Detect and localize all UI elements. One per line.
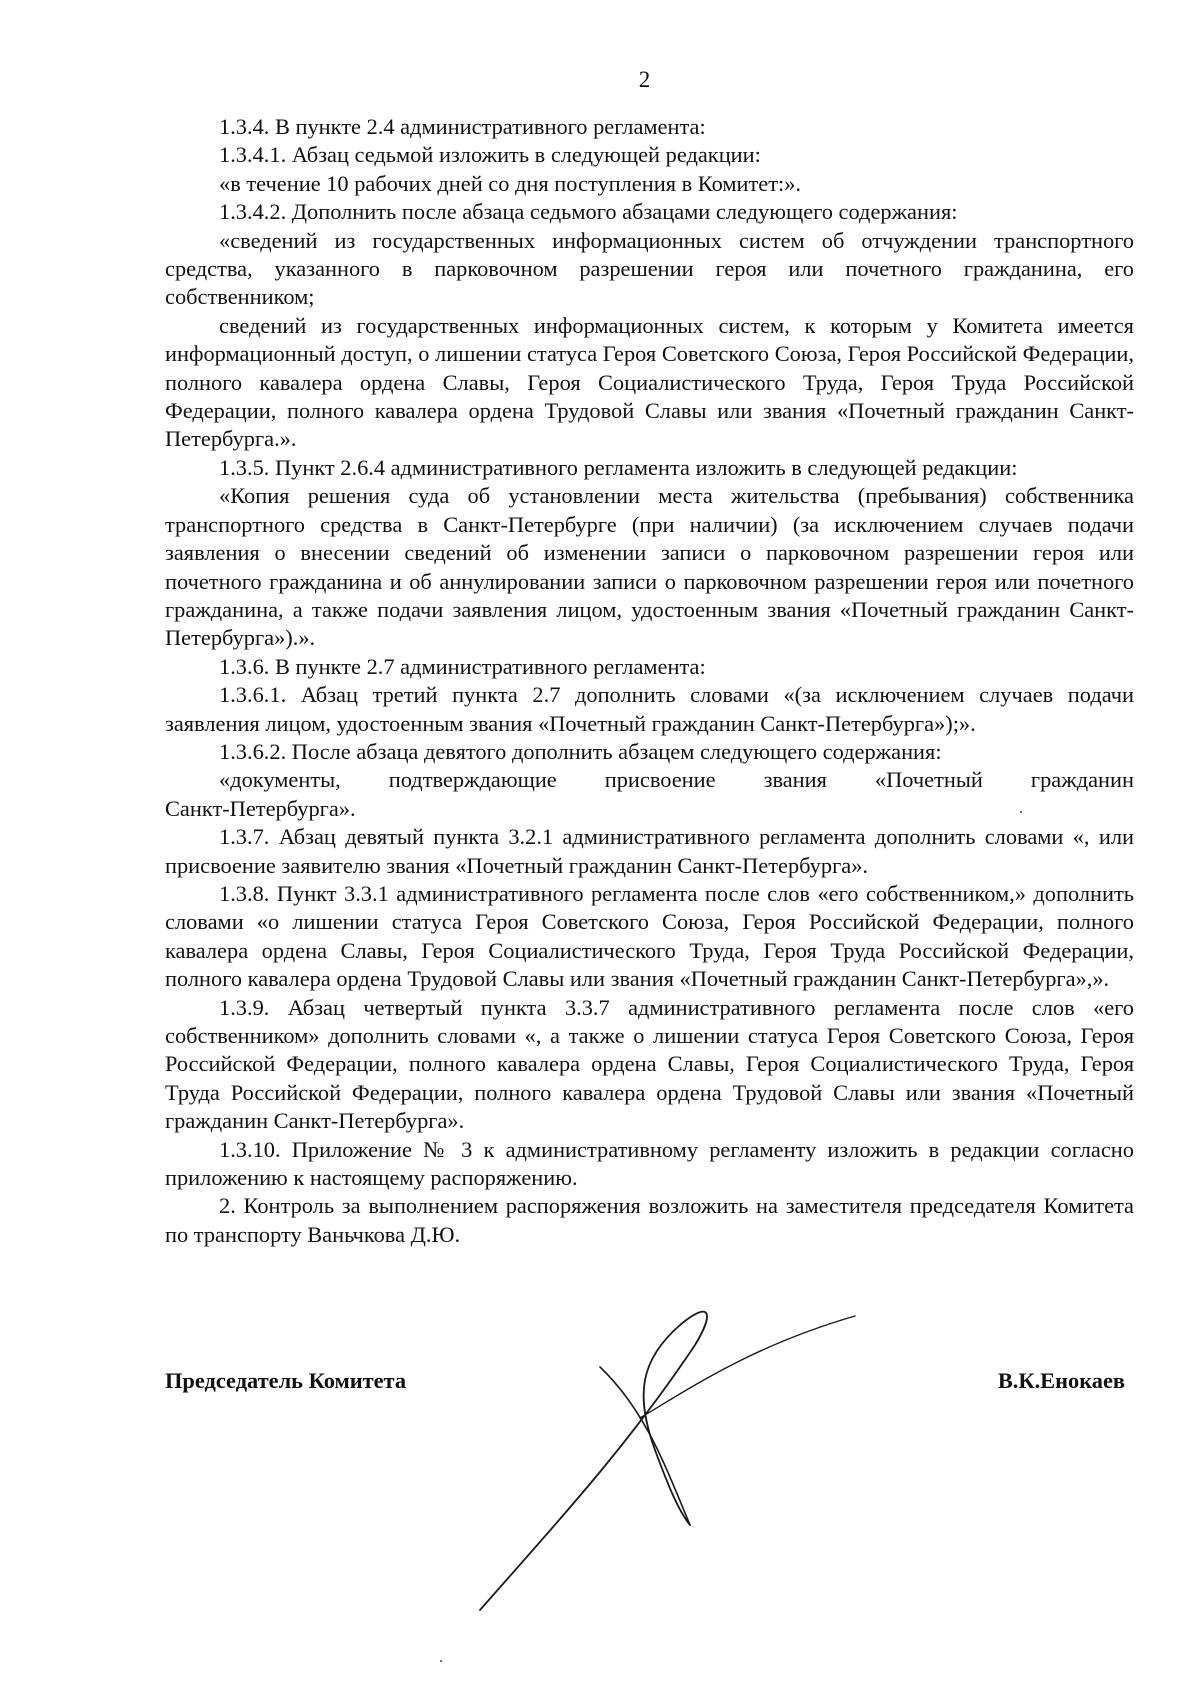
handwritten-signature [440,1300,870,1630]
paragraph-quote-documents-end: Санкт-Петербурга». [165,795,356,821]
scan-speck [440,1660,442,1662]
paragraph-2-control: 2. Контроль за выполнением распоряжения возложить на заместителя председателя Комитета по транспорту Ваньчкова Д.Ю. [165,1193,1134,1247]
paragraph-1-3-5: 1.3.5. Пункт 2.6.4 административного регламента изложить в следующей редакции: [219,454,1018,480]
signer-name: В.К.Енокаев [997,1368,1125,1393]
paragraph-quote-documents: «документы, подтверждающие присвоение звания «Почетный гражданин [219,767,1134,793]
signer-position: Председатель Комитета [165,1368,407,1393]
paragraph-1-3-6: 1.3.6. В пункте 2.7 административного регламента: [219,653,706,679]
scan-speck [1020,811,1022,813]
paragraph-1-3-6-1: 1.3.6.1. Абзац третий пункта 2.7 дополнить словами «(за исключением случаев подачи заявления лицом, удостоенным звания «Почетный гражданин Санкт-Петербурга»);». [165,682,1134,736]
paragraph-1-3-8: 1.3.8. Пункт 3.3.1 административного регламента после слов «его собственником,» дополнить словами «о лишении статуса Героя Советского Союза, Героя Российской Федерации, полного кавалера ордена Славы, Героя Социалистического Труда, Героя Труда Российской Федерации, полного кавалера ордена Трудовой Славы или звания «Почетный гражданин Санкт-Петербурга»,». [165,880,1134,992]
paragraph-1-3-9: 1.3.9. Абзац четвертый пункта 3.3.7 административного регламента после слов «его собственником» дополнить словами «, а также о лишении статуса Героя Советского Союза, Героя Российской Федерации, полного кавалера ордена Славы, Героя Социалистического Труда, Героя Труда Российской Федерации, полного кавалера ордена Трудовой Славы или звания «Почетный гражданин Санкт-Петербурга». [165,994,1134,1134]
paragraph-1-3-4: 1.3.4. В пункте 2.4 административного регламента: [219,114,706,139]
signature-stroke-main [480,1312,707,1610]
paragraph-1-3-4-2: 1.3.4.2. Дополнить после абзаца седьмого абзацами следующего содержания: [219,199,958,225]
paragraph-quote-alienation: «сведений из государственных информационных систем об отчуждении транспортного средства, указанного в парковочном разрешении героя или почетного гражданина, его собственником; [165,227,1134,310]
page-number: 2 [638,67,651,92]
paragraph-quote-court-decision: «Копия решения суда об установлении места жительства (пребывания) собственника транспортного средства в Санкт-Петербурге (при наличии) (за исключением случаев подачи заявления о внесении сведений об изменении записи о парковочном разрешении героя или почетного гражданина и об аннулировании записи о парковочном разрешении героя или почетного гражданина, а также подачи заявления лицом, удостоенным звания «Почетный гражданин Санкт-Петербурга»).». [165,483,1134,651]
document-body [165,113,1134,1249]
paragraph-1-3-4-1: 1.3.4.1. Абзац седьмой изложить в следующей редакции: [219,142,761,168]
paragraph-1-3-10: 1.3.10. Приложение № 3 к административному регламенту изложить в редакции согласно приложению к настоящему распоряжению. [165,1136,1134,1191]
paragraph-1-3-7: 1.3.7. Абзац девятый пункта 3.2.1 административного регламента дополнить словами «, или присвоение заявителю звания «Почетный гражданин Санкт-Петербурга». [165,824,1134,878]
paragraph-quote-10-days: «в течение 10 рабочих дней со дня поступления в Комитет:». [219,170,802,196]
paragraph-quote-status-deprivation: сведений из государственных информационных систем, к которым у Комитета имеется информационный доступ, о лишении статуса Героя Советского Союза, Героя Российской Федерации, полного кавалера ордена Славы, Героя Социалистического Труда, Героя Труда Российской Федерации, полного кавалера ордена Трудовой Славы или звания «Почетный гражданин Санкт-Петербурга.». [165,312,1134,452]
paragraph-1-3-6-2: 1.3.6.2. После абзаца девятого дополнить абзацем следующего содержания: [219,738,942,764]
